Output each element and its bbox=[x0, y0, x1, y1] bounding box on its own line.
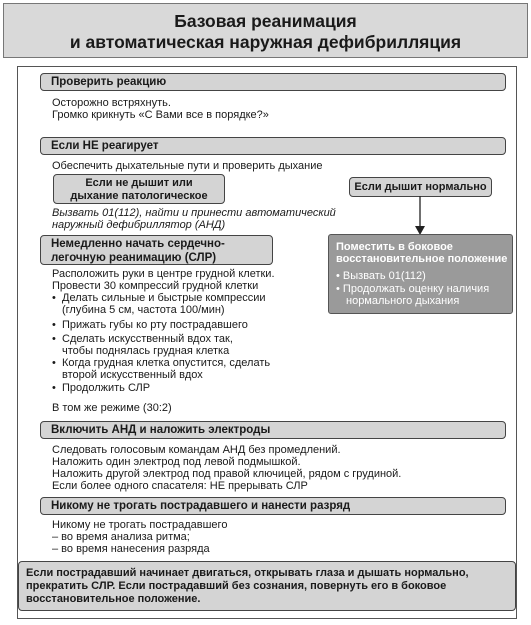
recovery-position-box bbox=[328, 234, 513, 314]
no-touch-line-1: Никому не трогать пострадавшего bbox=[52, 519, 228, 531]
cpr-bullet-3-cont: чтобы поднялась грудная клетка bbox=[62, 345, 230, 357]
cpr-bullet-1-cont: (глубина 5 см, частота 100/мин) bbox=[62, 304, 225, 316]
recovery-title-2: восстановительное положение bbox=[336, 253, 508, 265]
recovery-title-1: Поместить в боковое bbox=[336, 241, 453, 253]
aed-line-4: Если более одного спасателя: НЕ прерывать СЛР bbox=[52, 480, 308, 492]
no-touch-line-3: – во время нанесения разряда bbox=[52, 543, 210, 555]
bullet-icon: • bbox=[336, 283, 340, 295]
cpr-bullet-3: • Сделать искусственный вдох так, bbox=[52, 333, 233, 345]
bullet-icon: • bbox=[336, 270, 340, 282]
step-no-response: Если НЕ реагирует bbox=[40, 137, 506, 155]
step-check-response: Проверить реакцию bbox=[40, 73, 506, 91]
cpr-bullet-1: • Делать сильные и быстрые компрессии bbox=[52, 292, 266, 304]
bullet-icon: • bbox=[52, 357, 56, 369]
bottom-line-3: восстановительное положение. bbox=[26, 593, 201, 605]
call-line-2: наружный дефибриллятор (АНД) bbox=[52, 219, 226, 231]
page-title bbox=[3, 3, 528, 58]
cpr-box-line-2: легочную реанимацию (СЛР) bbox=[51, 252, 217, 264]
box-not-breathing bbox=[53, 174, 225, 204]
call-line-1: Вызвать 01(112), найти и принести автоматический bbox=[52, 207, 336, 219]
step-no-touch-shock: Никому не трогать пострадавшего и нанести разряд bbox=[40, 497, 506, 515]
not-breathing-line-2: дыхание патологическое bbox=[70, 190, 208, 202]
cpr-intro-1: Расположить руки в центре грудной клетки. bbox=[52, 268, 275, 280]
cpr-bullet-5: • Продолжить СЛР bbox=[52, 382, 151, 394]
cpr-bullet-4-cont: второй искусственный вдох bbox=[62, 369, 203, 381]
bottom-line-2: прекратить СЛР. Если пострадавший без сознания, повернуть его в боковое bbox=[26, 580, 447, 592]
box-start-cpr bbox=[40, 235, 273, 265]
bullet-icon: • bbox=[52, 319, 56, 331]
title-line-2: и автоматическая наружная дефибрилляция bbox=[69, 32, 462, 52]
not-breathing-line-1: Если не дышит или bbox=[85, 177, 193, 189]
aed-line-2: Наложить один электрод под левой подмышкой. bbox=[52, 456, 301, 468]
cpr-intro-2: Провести 30 компрессий грудной клетки bbox=[52, 280, 259, 292]
box-breathing-normal: Если дышит нормально bbox=[349, 177, 492, 197]
bullet-icon: • bbox=[52, 382, 56, 394]
recovery-item-2: • Продолжать оценку наличия bbox=[336, 283, 490, 295]
step-aed: Включить АНД и наложить электроды bbox=[40, 421, 506, 439]
arrow-down-icon bbox=[413, 196, 427, 236]
aed-line-1: Следовать голосовым командам АНД без промедлений. bbox=[52, 444, 341, 456]
aed-line-3: Наложить другой электрод под правой ключицей, рядом с грудиной. bbox=[52, 468, 402, 480]
no-touch-line-2: – во время анализа ритма; bbox=[52, 531, 190, 543]
cpr-mode: В том же режиме (30:2) bbox=[52, 402, 172, 414]
cpr-bullet-2: • Прижать губы ко рту пострадавшего bbox=[52, 319, 248, 331]
title-line-1: Базовая реанимация bbox=[174, 11, 357, 31]
bottom-note bbox=[18, 561, 516, 611]
bullet-icon: • bbox=[52, 333, 56, 345]
bottom-line-1: Если пострадавший начинает двигаться, открывать глаза и дышать нормально, bbox=[26, 567, 469, 579]
check-line-2: Громко крикнуть «С Вами все в порядке?» bbox=[52, 109, 269, 121]
airway-text: Обеспечить дыхательные пути и проверить дыхание bbox=[52, 160, 323, 172]
recovery-item-2-cont: нормального дыхания bbox=[346, 295, 460, 307]
recovery-item-1: • Вызвать 01(112) bbox=[336, 270, 426, 282]
cpr-box-line-1: Немедленно начать сердечно- bbox=[51, 238, 225, 250]
check-line-1: Осторожно встряхнуть. bbox=[52, 97, 171, 109]
cpr-bullet-4: • Когда грудная клетка опустится, сделать bbox=[52, 357, 271, 369]
bullet-icon: • bbox=[52, 292, 56, 304]
